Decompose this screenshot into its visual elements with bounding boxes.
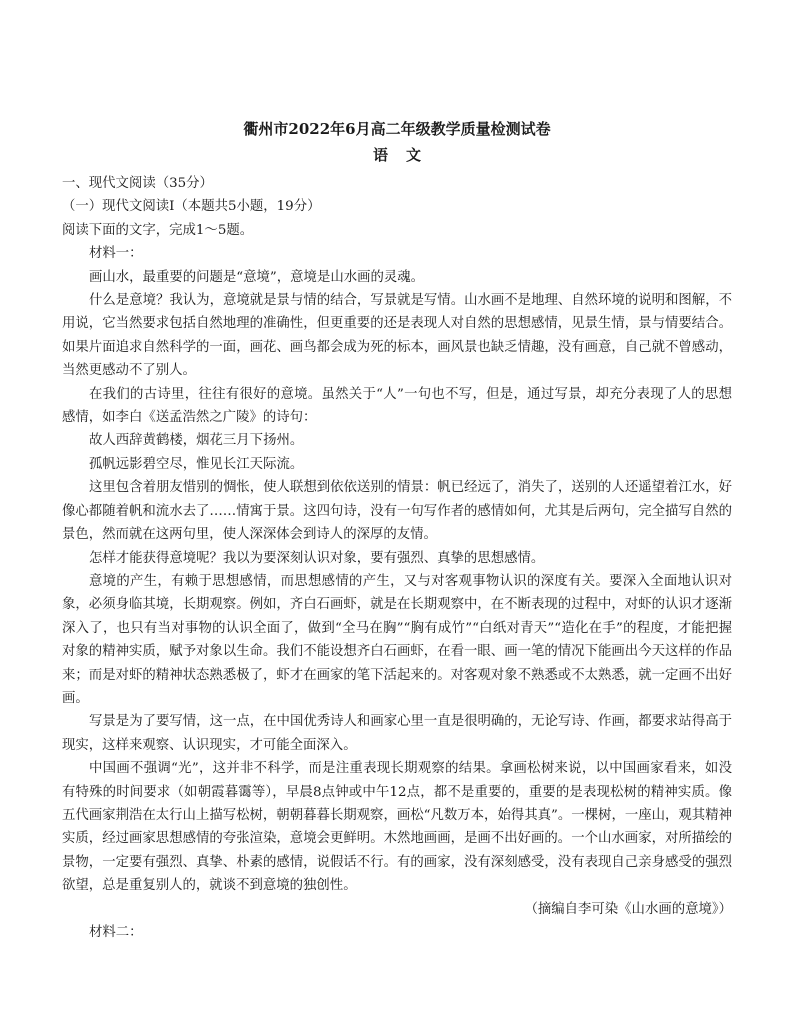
section-heading: 一、现代文阅读（35分） (62, 176, 213, 191)
material1-paragraph-6: 写景是为了要写情，这一点，在中国优秀诗人和画家心里一直是很明确的，无论写诗、作画，都要求站得高于现实，这样来观察、认识现实，才可能全面深入。 (62, 714, 732, 753)
material1-paragraph-2: 在我们的古诗里，往往有很好的意境。虽然关于“人”一句也不写，但是，通过写景，却充分表现了人的思想感情，如李白《送孟浩然之广陵》的诗句： (62, 386, 732, 426)
exam-page (62, 118, 732, 944)
material1-paragraph-5: 意境的产生，有赖于思想感情，而思想感情的产生，又与对客观事物认识的深度有关。要深入全面地认识对象，必须身临其境，长期观察。例如，齐白石画虾，就是在长期观察中，在不断表现的过程中，对虾的认识才逐渐深入了，也只有当对事物的认识全面了，做到“全马在胸”“胸有成竹”“白纸对青天”“造化在手”的程度，才能把握对象的精神实质，赋予对象以生命。我们不能设想齐白石画虾，在看一眼、画一笔的情况下能画出今天这样的作品来；而是对虾的精神状态熟悉极了，虾才在画家的笔下活起来的。对客观对象不熟悉或不太熟悉，就一定画不出好画。 (62, 573, 732, 706)
section-subheading: （一）现代文阅读Ⅰ（本题共5小题，19分） (62, 199, 321, 215)
material1-lead: 画山水，最重要的问题是“意境”，意境是山水画的灵魂。 (89, 269, 425, 285)
instruction: 阅读下面的文字，完成1～5题。 (62, 222, 254, 238)
material2-label: 材料二： (89, 925, 143, 940)
material1-paragraph-7: 中国画不强调“光”，这并非不科学，而是注重表现长期观察的结果。拿画松树来说，以中国画家看来，如没有特殊的时间要求（如朝霞暮霭等），早晨8点钟或中午12点，都不是重要的，重要的是表现松树的精神实质。像五代画家荆浩在太行山上描写松树，朝朝暮暮长期观察，画松“凡数万本，始得其真”。一棵树，一座山，观其精神实质，经过画家思想感情的夸张渲染，意境会更鲜明。木然地画画，是画不出好画的。一个山水画家，对所描绘的景物，一定要有强烈、真挚、朴素的感情，说假话不行。有的画家，没有深刻感受，没有表现自己亲身感受的强烈欲望，总是重复别人的，就谈不到意境的独创性。 (62, 761, 732, 894)
exam-title: 衢州市2022年6月高二年级教学质量检测试卷 (243, 120, 551, 138)
material1-paragraph-3: 这里包含着朋友惜别的惆怅，使人联想到依依送别的情景：帆已经远了，消失了，送别的人还遥望着江水，好像心都随着帆和流水去了……情寓于景。这四句诗，没有一句写作者的感情如何，尤其是后两句，完全描写自然的景色，然而就在这两句里，使人深深体会到诗人的深厚的友情。 (62, 480, 732, 543)
poem-line-2: 孤帆远影碧空尽，惟见长江天际流。 (89, 456, 304, 472)
material1-paragraph-1: 什么是意境？我认为，意境就是景与情的结合，写景就是写情。山水画不是地理、自然环境的说明和图解，不用说，它当然要求包括自然地理的准确性，但更重要的还是表现人对自然的思想感情，见景生情，景与情要结合。如果片面追求自然科学的一面，画花、画鸟都会成为死的标本，画风景也缺乏情趣，没有画意，自己就不曾感动，当然更感动不了别人。 (62, 293, 732, 379)
poem-line-1: 故人西辞黄鹤楼，烟花三月下扬州。 (89, 433, 304, 449)
material1-source: （摘编自李可染《山水画的意境》） (524, 901, 732, 917)
subject-title: 语文 (372, 146, 439, 164)
material1-label: 材料一： (89, 246, 143, 262)
material1-paragraph-4: 怎样才能获得意境呢？我以为要深刻认识对象，要有强烈、真挚的思想感情。 (89, 550, 545, 566)
